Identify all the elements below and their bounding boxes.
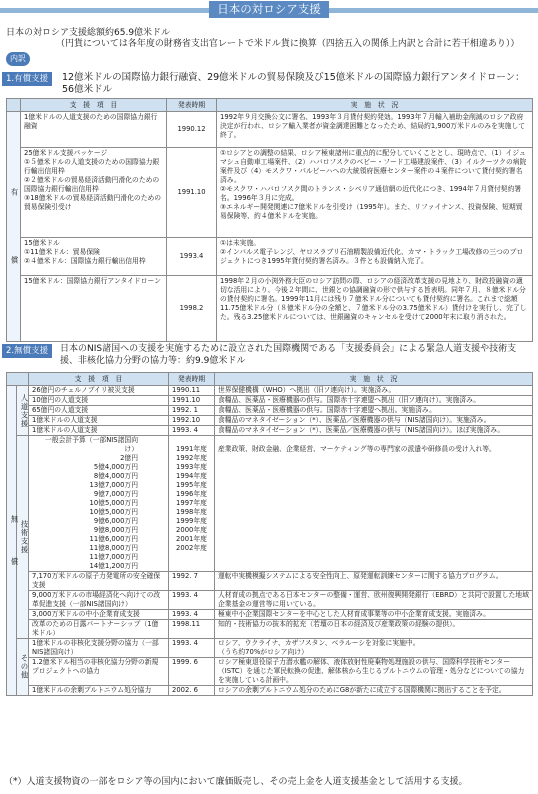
page-title: 日本の対ロシア支援 — [209, 1, 329, 18]
header-blank — [7, 373, 29, 386]
row-date: 1998.11 — [169, 620, 215, 639]
row-date: 1992. 1 — [169, 406, 215, 416]
row-item: 10億円の人道支援 — [29, 396, 169, 406]
table-row — [7, 238, 533, 276]
row-item: 25億米ドル支援パッケージ ①５億米ドルの人道支援のための国際協力銀行輸出信用枠 ②２億米ドルの貿易経済活動円滑化のための国際協力銀行輸出信用枠 ③18億米ドルの貿易経済活動円滑化のための貿易保険引受け — [21, 148, 167, 238]
row-date: 1991.10 — [169, 396, 215, 406]
summary-total: 日本の対ロシア支援総額約65.9億米ドル — [6, 28, 171, 38]
header-item: 支 援 項 目 — [21, 99, 167, 112]
section1-category: 有 償 — [7, 112, 21, 342]
table-row — [7, 572, 533, 591]
row-date: 1993.4 — [167, 238, 217, 276]
row-status: 世界保健機構（WHO）へ拠出（旧ソ連向け）。実施済み。 — [215, 386, 533, 396]
row-item: 1億米ドルの非核化支援分野の協力（一部NIS諸国向け） — [29, 639, 169, 658]
section2-description: 日本のNIS諸国への支援を実施するために設立された国際機関である「支援委員会」による緊急人道支援や技術支援、非核化協力分野の協力等：約9.9億米ドル — [60, 344, 517, 366]
row-date: 1992. 7 — [169, 572, 215, 591]
row-status: ①ロシアとの調整の結果、ロシア極東諸州に重点的に配分していくこととし、現時点で、（1）イジュマシュ自動車工場案件、（2）ハバロフスクのベビー・フード工場建設案件、（3）イルクーツクの病院案件及び（4）モスクワ・パルビーハへの大統領府医療センター案件の４案件について貸付契約署名済み。 ②モスクワ・ハバロフスク間のトランス・シベリア通信網の近代化につき、1994年７月貸付契約署名。1996年３月に完成。 ③エネルギー開発関連に7億米ドルを引受け（1995年）。また、リファイナンス、投資保険、短期貿易保険等、約４億米ドルを実施。 — [217, 148, 533, 238]
row-date: 1991.10 — [167, 148, 217, 238]
table-row — [7, 639, 533, 658]
group-label-technical: 技術支援 — [17, 436, 29, 639]
section1-header-row — [7, 99, 533, 112]
row-status: 食糧品のマネタイゼーション（*）、医薬品／医療機器の供与（NIS諸国向け）。実施済み。 — [215, 416, 533, 426]
table-row — [7, 426, 533, 436]
header-item: 支 援 項 目 — [29, 373, 169, 386]
row-date: 1998.2 — [167, 276, 217, 342]
table-row — [7, 436, 533, 572]
table-row — [7, 416, 533, 426]
group-label-other: その他 — [17, 639, 29, 696]
table-row — [7, 591, 533, 610]
table-row — [7, 406, 533, 416]
section2-table — [6, 372, 533, 696]
row-status: ロシア、ウクライナ、カザフスタン、ベラルーシを対象に実施中。 （うち約70%がロシア向け） — [215, 639, 533, 658]
table-row — [7, 620, 533, 639]
row-date: 2002. 6 — [169, 686, 215, 696]
header-status: 実 施 状 況 — [217, 99, 533, 112]
group-label-humanitarian: 人道支援 — [17, 386, 29, 436]
row-item: 1億米ドルの人道支援のための国際協力銀行融資 — [21, 112, 167, 148]
table-row — [7, 396, 533, 406]
table-row — [7, 276, 533, 342]
row-status: 人材育成の拠点である日本センターの整備・運営、欧州復興開発銀行（EBRD）と共同で設置した地域企業基金の運営等に用いている。 — [215, 591, 533, 610]
table-row — [7, 148, 533, 238]
footnote: （*）人道支援物資の一部をロシア等の国内において廉価販売し、その売上金を人道支援基金として活用する支援。 — [4, 777, 468, 787]
row-item: 7,170万米ドルの原子力発電所の安全確保支援 — [29, 572, 169, 591]
section1-table — [6, 98, 533, 342]
row-date: 1993. 4 — [169, 426, 215, 436]
header-status: 実 施 状 況 — [215, 373, 533, 386]
row-item: 65億円の人道支援 — [29, 406, 169, 416]
section2-label: 2.無償支援 — [2, 344, 52, 358]
section2-header-row — [7, 373, 533, 386]
row-date: 1992.10 — [169, 416, 215, 426]
header-date: 発表時期 — [169, 373, 215, 386]
row-date: 1993. 4 — [169, 591, 215, 610]
summary-note: （円貨については各年度の財務省支出官レートで米ドル貨に換算（四捨五入の関係上内訳と合計に若干相違あり）） — [56, 39, 520, 49]
table-row — [7, 610, 533, 620]
row-date: 1993. 4 — [169, 639, 215, 658]
table-row — [7, 386, 533, 396]
table-row — [7, 658, 533, 686]
row-date: 1990.12 — [167, 112, 217, 148]
row-item: 1.2億米ドル相当の非核化協力分野の新規プロジェクトへの協力 — [29, 658, 169, 686]
table-row — [7, 686, 533, 696]
section1-label: 1.有償支援 — [2, 72, 52, 86]
header-date: 発表時期 — [167, 99, 217, 112]
header-blank — [7, 99, 21, 112]
row-item: 1億米ドルの人道支援 — [29, 416, 169, 426]
row-item: 26億円のチェルノブイリ被災支援 — [29, 386, 169, 396]
breakdown-badge: 内訳 — [6, 52, 30, 66]
row-item: 3,000万米ドルの中小企業育成支援 — [29, 610, 169, 620]
row-item: 15億米ドル：国際協力銀行アンタイドローン — [21, 276, 167, 342]
row-item: 改革のための日露パートナーシップ（1億米ドル） — [29, 620, 169, 639]
row-date: 1993. 4 — [169, 610, 215, 620]
row-status: 知的・技術協力の抜本的拡充（若壇の日本の経済及び産業政策の経験の提供）。 — [215, 620, 533, 639]
row-status: 1992年９月交換公文に署名、1993年３月貸付契約発効。1993年７月輸入補助金削減のロシア政府決定が行われ、ロシア輸入業者が資金調達困難となったため、結局約1,900万米ドルのみを実施して終了。 — [217, 112, 533, 148]
row-item: 1億米ドルの余剰プルトニウム処分協力 — [29, 686, 169, 696]
row-item: 一般会計予算（一部NIS諸国向け） 2億円 5億4,000万円 8億4,000万円 13億7,000万円 9億7,000万円 10億5,000万円 10億5,000万円 9億6,000万円 9億8,000万円 11億6,000万円 11億8,000万円 11億7,000万円 14億1,200万円 — [29, 436, 169, 572]
row-item: 1億米ドルの人道支援 — [29, 426, 169, 436]
row-status: ロシアの余剰プルトニウム処分のためにG8が新たに成立する国際機関に拠出することを予定。 — [215, 686, 533, 696]
row-item: 9,000万米ドルの市場経済化へ向けての改革促進支援（一部NIS諸国向け） — [29, 591, 169, 610]
row-date: 1991年度 1992年度 1993年度 1994年度 1995年度 1996年度 1997年度 1998年度 1999年度 2000年度 2001年度 2002年度 — [169, 436, 215, 572]
row-status: 1998年２月の小渕外務大臣のロシア訪問の際、ロシアの経済改革支援の見地より、財政投融資の適切な活用により、今後２年間に、世銀との協調融資の形で供与する旨表明。同年７月、８億米ドル分の貸付契約に署名。1999年11月には残り７億米ドル分についても貸付契約に署名。これまで総額11.75億米ドル分（８億米ドル分の全額と、７億米ドル分の3.75億米ドル）貸付けを実行し、完了した。残る3.25億米ドルについては、世銀融資のキャンセルを受けて2000年末に取り消された。 — [217, 276, 533, 342]
row-item: 15億米ドル ①11億米ドル：貿易保険 ②４億米ドル：国際協力銀行輸出信用枠 — [21, 238, 167, 276]
row-date: 1999. 6 — [169, 658, 215, 686]
row-status: 食糧品のマネタイゼーション（*）、医薬品／医療機器の供与（NIS諸国向け）。ほぼ実施済み。 — [215, 426, 533, 436]
title-bar — [0, 0, 538, 20]
section2-category: 無 償 — [7, 386, 17, 696]
table-row — [7, 112, 533, 148]
row-date: 1990.11 — [169, 386, 215, 396]
row-status: 極東中小企業国際センターを中心とした人材育成事業等の中小企業育成支援。実施済み。 — [215, 610, 533, 620]
summary — [6, 28, 519, 50]
row-status: 産業政策、財政金融、企業経営、マーケティング等の専門家の派遣や研修員の受け入れ等。 — [215, 436, 533, 572]
row-status: ①は未実施。 ②インバルス電子レンジ、ヤロスラブリ石油精製設備近代化、カマ・トラック工場改修の三つのプロジェクトにつき1995年貸付契約署名済み。３件とも設備納入完了。 — [217, 238, 533, 276]
row-status: 食糧品、医薬品・医療機器の供与。国際赤十字連盟へ拠出（旧ソ連向け）。実施済み。 — [215, 396, 533, 406]
section1-description: 12億米ドルの国際協力銀行融資、29億米ドルの貿易保険及び15億米ドルの国際協力銀行アンタイドローン：56億米ドル — [62, 72, 525, 95]
row-status: ロシア極東退役原子力潜水艦の解体、液体放射性廃棄物処理施設の供与、国際科学技術センター（ISTC）を通じた軍民転換の促進、解体核から生じるプルトニウムの管理・処分などについての協力を実施している計画中。 — [215, 658, 533, 686]
row-status: 運転中実機模擬システムによる安全性向上、原発運転訓練センターに関する協力プログラム。 — [215, 572, 533, 591]
row-status: 食糧品、医薬品・医療機器の供与。国際赤十字連盟へ拠出。実施済み。 — [215, 406, 533, 416]
